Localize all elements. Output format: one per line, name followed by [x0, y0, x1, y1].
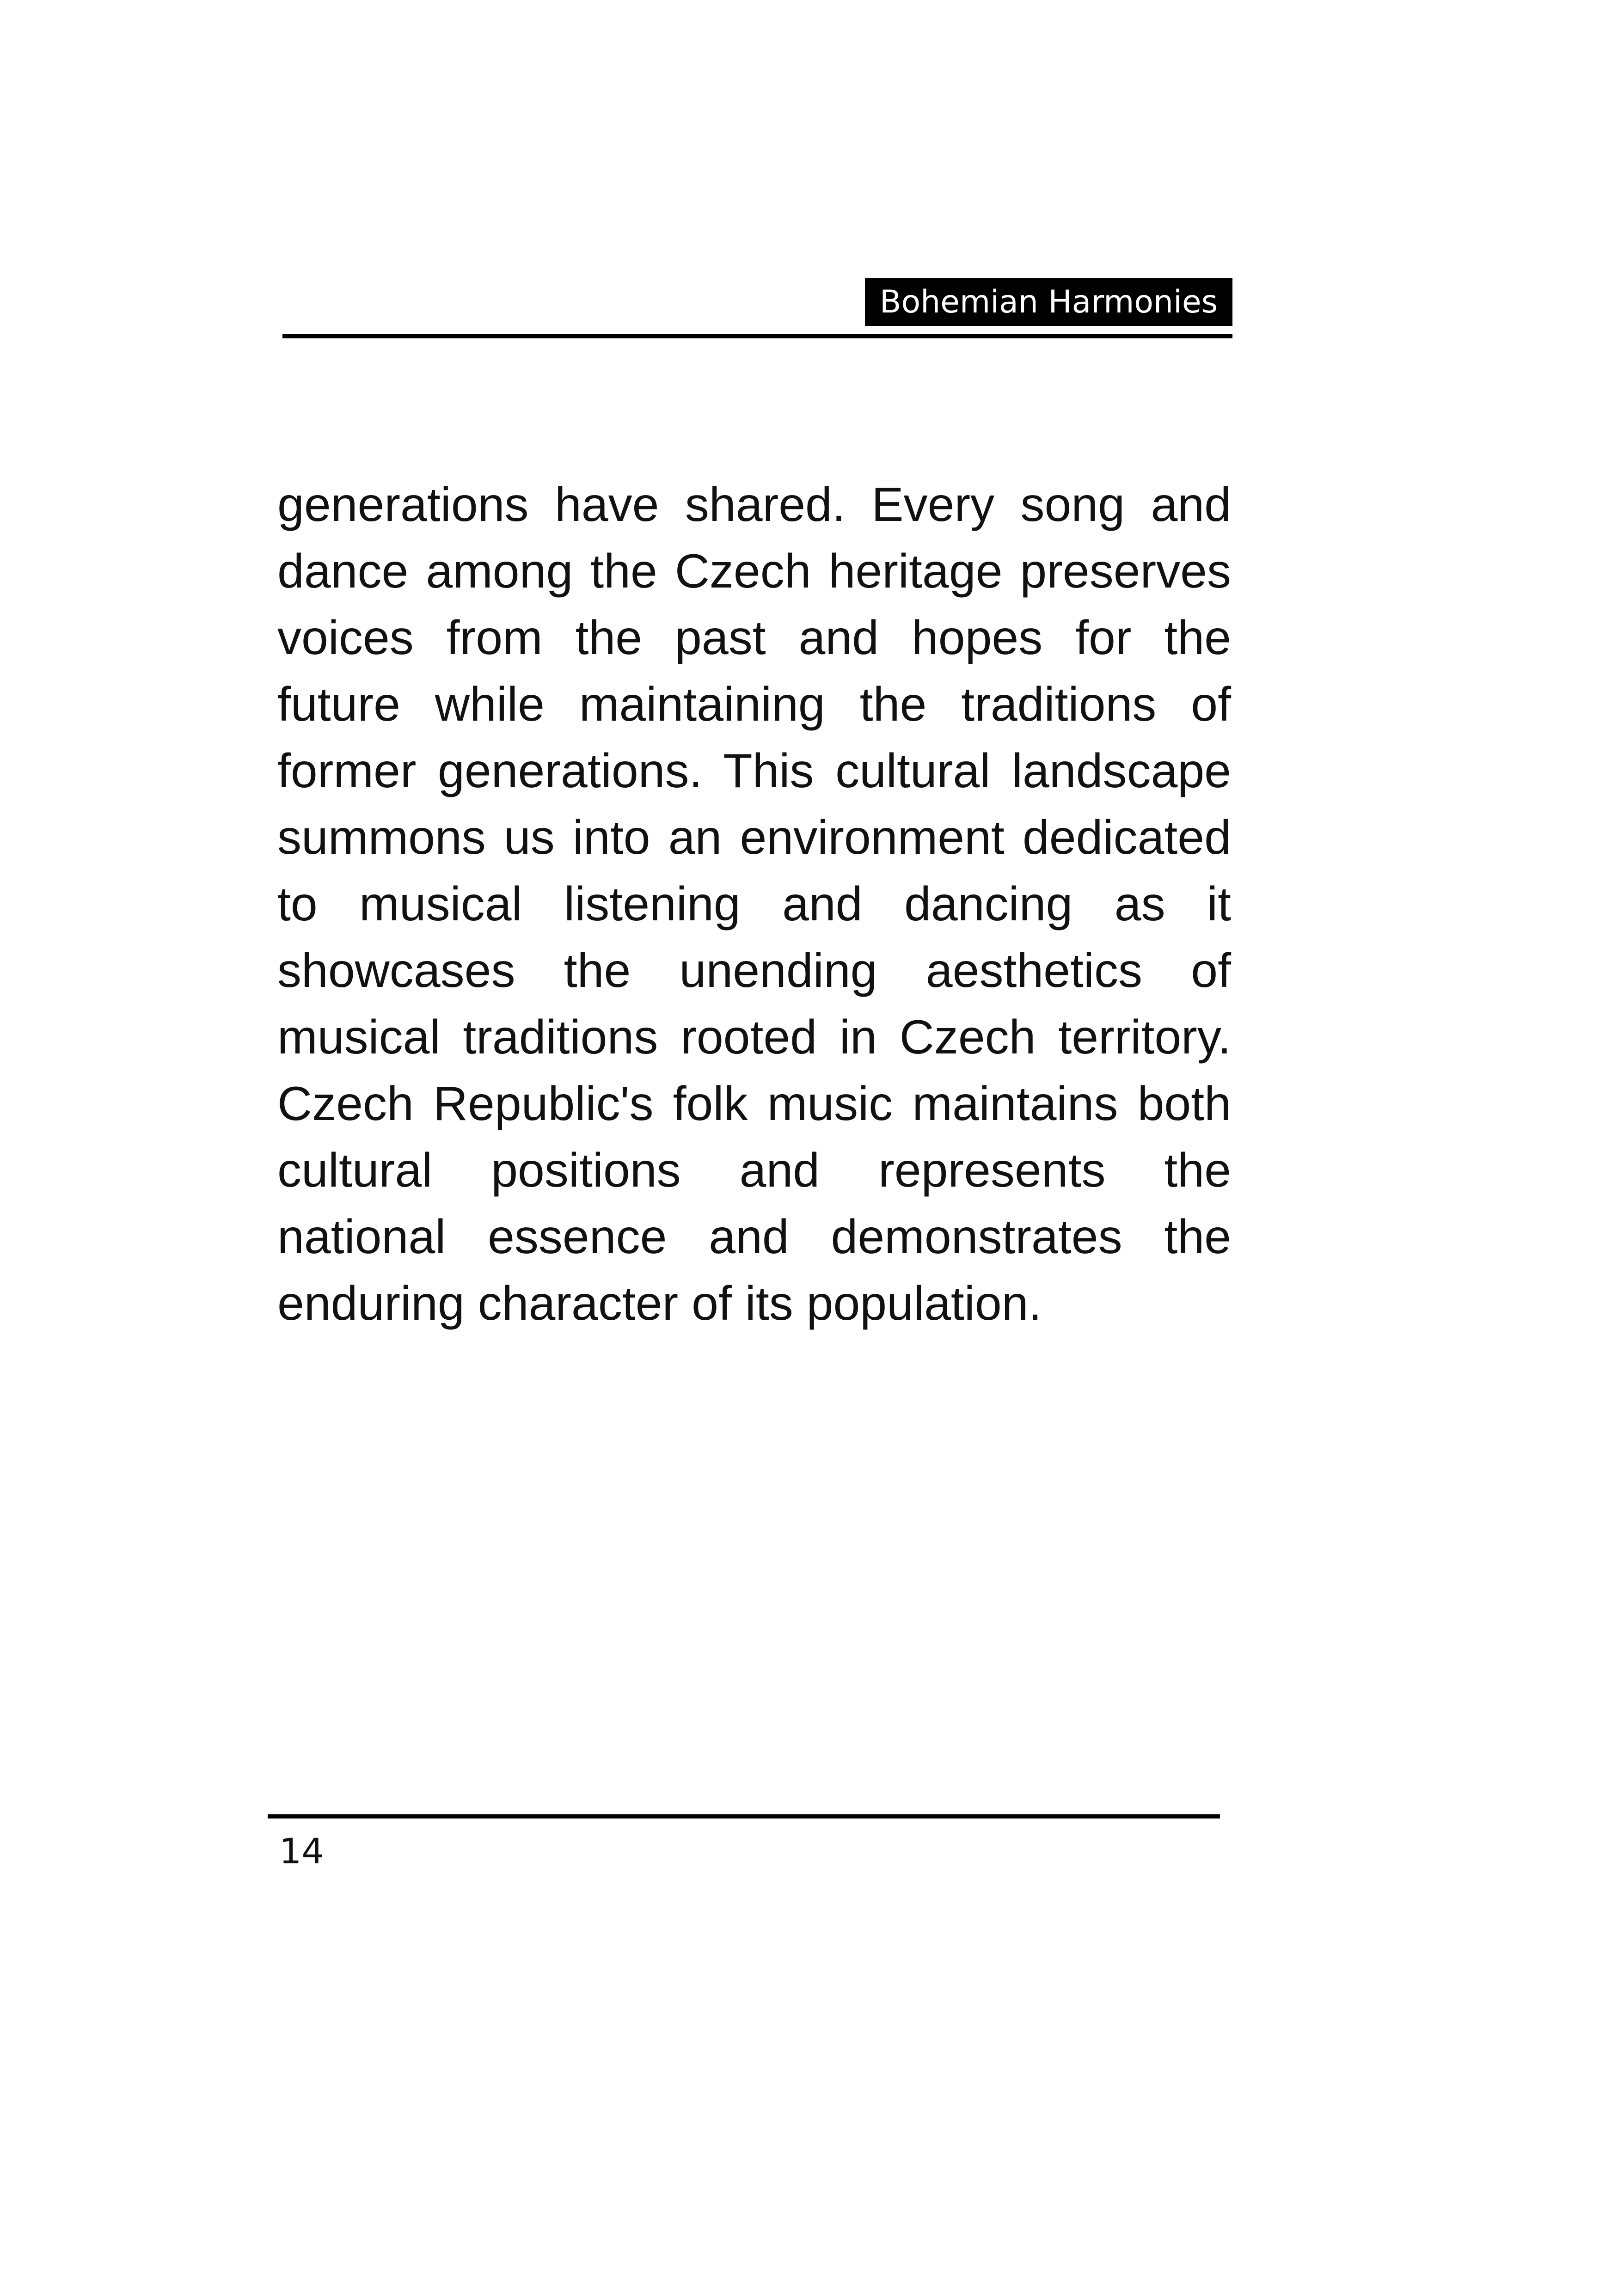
body-paragraph: generations have shared. Every song and dance among the Czech heritage preserves voices from the past and hopes for the future while maintaining the traditions of former generations. This cultural landscape summons us into an environment dedicated to musical listening and dancing as it showcases the unending aesthetics of musical traditions rooted in Czech territory. Czech Republic's folk music maintains both cultural positions and represents the national essence and demonstrates the enduring character of its population.	[277, 478, 1231, 1330]
page-number: 14	[279, 1831, 324, 1872]
footer-divider	[268, 1814, 1220, 1818]
header-divider	[282, 334, 1232, 338]
running-header-title: Bohemian Harmonies	[865, 278, 1232, 326]
